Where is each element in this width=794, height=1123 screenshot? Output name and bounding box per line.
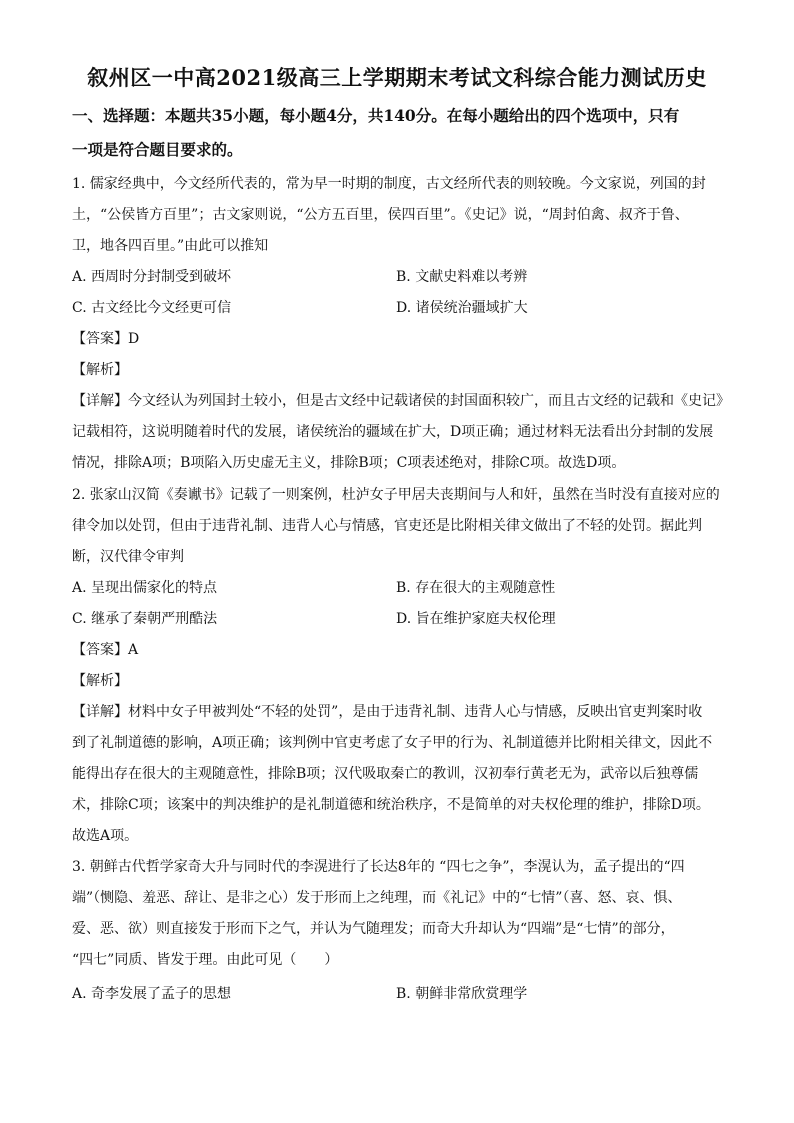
q2-stem-line2: 律令加以处罚，但由于违背礼制、违背人心与情感，官吏还是比附相关律文做出了不轻的处罚。据此判 <box>72 518 702 534</box>
q2-option-a: A. 呈现出儒家化的特点 <box>72 580 218 596</box>
q1-option-c: C. 古文经比今文经更可信 <box>72 300 232 316</box>
q1-stem-line2: 土，“公侯皆方百里”；古文家则说，“公方五百里，侯四百里”。《史记》说，“周封伯禽、叔齐于鲁、 <box>72 207 689 223</box>
q2-detail-line2: 到了礼制道德的影响，A项正确；该判例中官吏考虑了女子甲的行为、礼制道德并比附相关律文，因此不 <box>72 735 713 751</box>
q1-option-a: A. 西周时分封制受到破坏 <box>72 269 232 285</box>
q2-detail-line1: 【详解】材料中女子甲被判处“不轻的处罚”，是由于违背礼制、违背人心与情感，反映出官吏判案时收 <box>72 704 703 720</box>
q2-detail-line4: 术，排除C项；该案中的判决维护的是礼制道德和统治秩序，不是简单的对夫权伦理的维护，排除D项。 <box>72 797 710 813</box>
q1-answer: 【答案】D <box>72 331 140 347</box>
q1-stem-line1: 1. 儒家经典中，今文经所代表的，常为早一时期的制度，古文经所代表的则较晚。今文家说，列国的封 <box>72 176 706 192</box>
q3-option-b: B. 朝鲜非常欣赏理学 <box>396 986 528 1002</box>
q3-stem-line3: 爱、恶、欲）则直接发于形而下之气，并认为气随理发；而奇大升却认为“四端”是“七情”的部分， <box>72 921 675 937</box>
section-heading-line2: 一项是符合题目要求的。 <box>72 140 243 159</box>
q2-stem-line1: 2. 张家山汉简《奏谳书》记载了一则案例，杜泸女子甲居夫丧期间与人和奸，虽然在当时没有直接对应的 <box>72 487 720 503</box>
q3-stem-line4: “四七”同质、皆发于理。由此可见（ ） <box>72 952 339 968</box>
q1-analysis-label: 【解析】 <box>72 362 128 378</box>
q2-option-d: D. 旨在维护家庭夫权伦理 <box>396 611 556 627</box>
q2-option-b: B. 存在很大的主观随意性 <box>396 580 556 596</box>
q1-option-d: D. 诸侯统治疆域扩大 <box>396 300 528 316</box>
q2-option-c: C. 继承了秦朝严刑酷法 <box>72 611 218 627</box>
q2-detail-line3: 能得出存在很大的主观随意性，排除B项；汉代吸取秦亡的教训，汉初奉行黄老无为，武帝以后独尊儒 <box>72 766 699 782</box>
q3-option-a: A. 奇李发展了孟子的思想 <box>72 986 232 1002</box>
q2-analysis-label: 【解析】 <box>72 673 128 689</box>
q3-stem-line2: 端”（恻隐、羞恶、辞让、是非之心）发于形而上之纯理，而《礼记》中的“七情”（喜、怒、哀、惧、 <box>72 890 682 906</box>
q1-stem-line3: 卫，地各四百里。”由此可以推知 <box>72 238 269 254</box>
q2-stem-line3: 断，汉代律令审判 <box>72 549 184 565</box>
q1-detail-line2: 记载相符，这说明随着时代的发展，诸侯统治的疆域在扩大，D项正确；通过材料无法看出分封制的发展 <box>72 424 714 440</box>
page-title: 叙州区一中高2021级高三上学期期末考试文科综合能力测试历史 <box>87 65 707 90</box>
q1-option-b: B. 文献史料难以考辨 <box>396 269 528 285</box>
q2-detail-line5: 故选A项。 <box>72 828 139 844</box>
q1-detail-line3: 情况，排除A项；B项陷入历史虚无主义，排除B项；C项表述绝对，排除C项。故选D项。 <box>72 455 626 471</box>
section-heading-line1: 一、选择题：本题共35小题，每小题4分，共140分。在每小题给出的四个选项中，只有 <box>72 106 680 125</box>
q1-detail-line1: 【详解】今文经认为列国封土较小，但是古文经中记载诸侯的封国面积较广，而且古文经的记载和《史记》 <box>72 393 730 409</box>
q3-stem-line1: 3. 朝鲜古代哲学家奇大升与同时代的李滉进行了长达8年的 “四七之争”，李滉认为，孟子提出的“四 <box>72 859 685 875</box>
q2-answer: 【答案】A <box>72 642 139 658</box>
